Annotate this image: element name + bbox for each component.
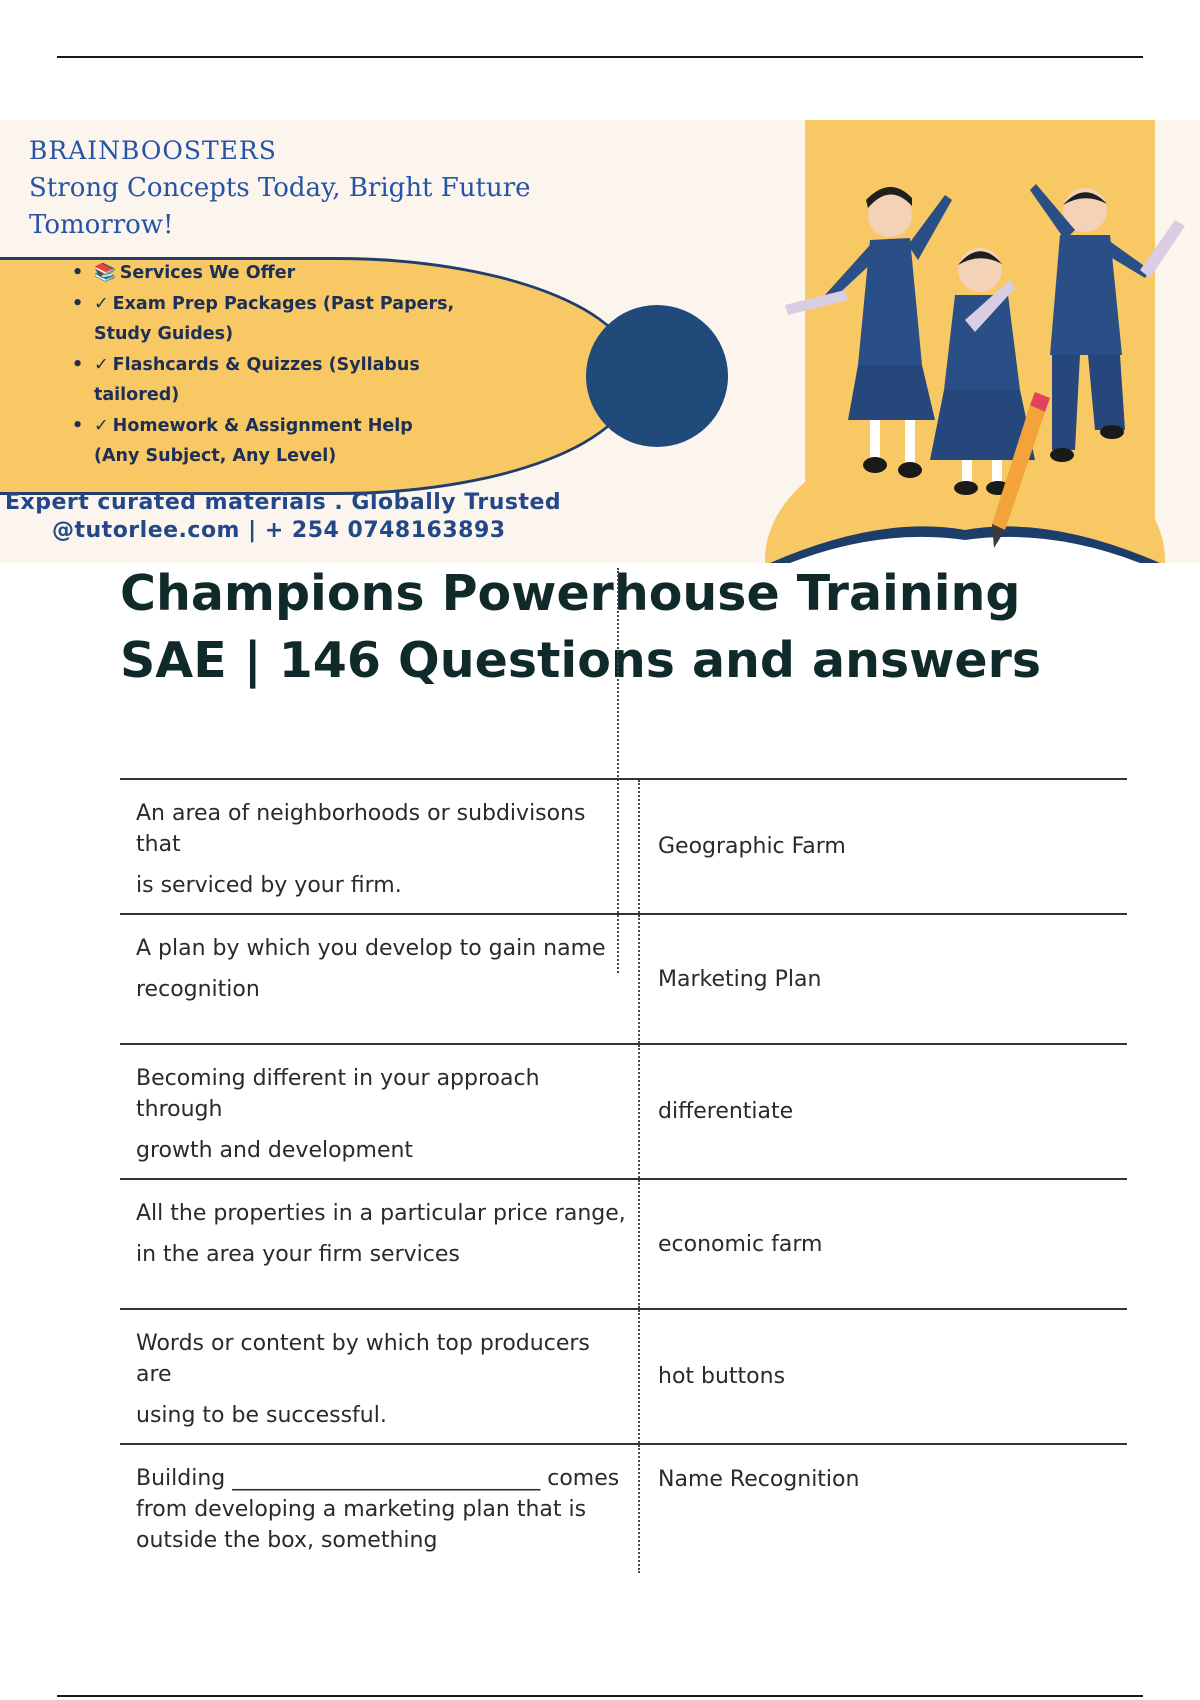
services-list [72,258,464,472]
question-cell: Words or content by which top producers are using to be successful. [120,1310,640,1443]
service-item: • ✓ Flashcards & Quizzes (Syllabus tailored) [72,350,464,411]
service-item: • ✓ Exam Prep Packages (Past Papers, Study Guides) [72,289,464,350]
answer-cell: economic farm [658,1231,823,1257]
students-illustration [730,120,1200,563]
check-icon: ✓ [94,354,109,375]
question-cell: A plan by which you develop to gain name recognition [120,915,640,1043]
promo-banner [0,120,1200,563]
question-cell: An area of neighborhoods or subdivisons that is serviced by your firm. [120,780,640,913]
contact-info: @tutorlee.com | + 254 0748163893 [52,518,506,543]
table-row [120,1045,1127,1180]
services-heading: • 📚 Services We Offer [72,258,464,289]
brand-name: BRAINBOOSTERS [29,136,277,165]
table-row [120,1180,1127,1310]
check-icon: ✓ [94,415,109,436]
table-row [120,1310,1127,1445]
answer-cell: Marketing Plan [658,966,822,992]
table-row [120,915,1127,1045]
question-cell: Becoming different in your approach through growth and development [120,1045,640,1178]
books-icon: 📚 [94,263,116,283]
answer-cell: Geographic Farm [658,834,846,859]
document-title: Champions Powerhouse Training SAE | 146 Questions and answers [120,565,1041,689]
brand-tagline: Strong Concepts Today, Bright Future Tomorrow! [29,173,531,240]
bottom-rule [57,1695,1143,1697]
check-icon: ✓ [94,293,109,314]
answer-cell: Name Recognition [658,1467,860,1492]
banner-tagline-footer: Expert curated materials . Globally Trusted [5,490,562,515]
qa-table [120,778,1127,1573]
service-item: • ✓ Homework & Assignment Help (Any Subject, Any Level) [72,411,464,472]
question-cell: Building ____________________________ comes from developing a marketing plan that is outside the box, something [120,1445,640,1573]
answer-cell: hot buttons [658,1364,786,1389]
decorative-circle [586,305,728,447]
table-row [120,1445,1127,1573]
table-row [120,780,1127,915]
answer-cell: differentiate [658,1099,794,1124]
top-rule [57,56,1143,58]
question-cell: All the properties in a particular price range, in the area your firm services [120,1180,640,1308]
